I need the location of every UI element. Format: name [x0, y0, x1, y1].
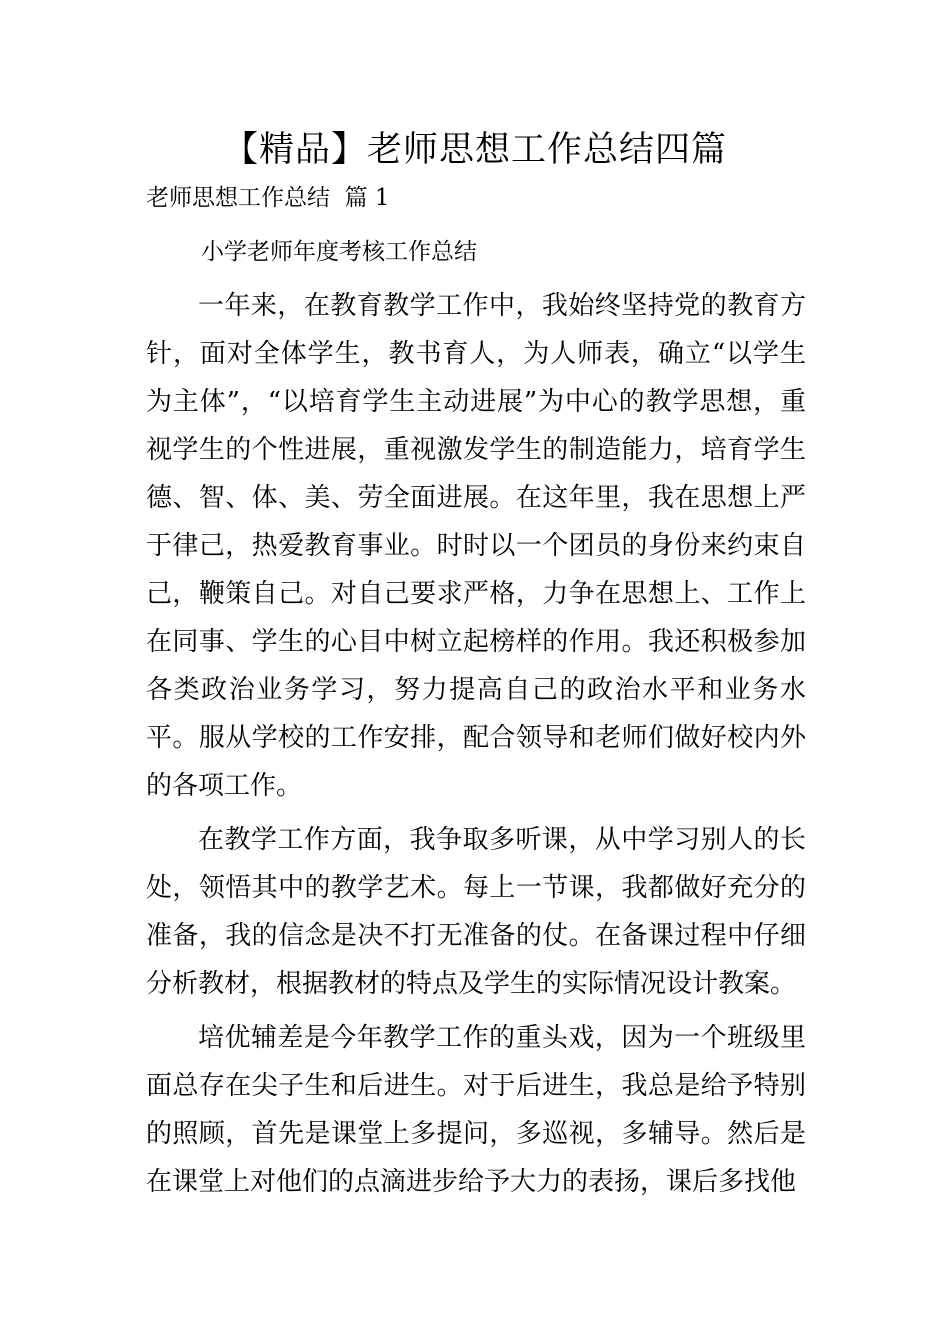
paragraph-3: 培优辅差是今年教学工作的重头戏，因为一个班级里面总存在尖子生和后进生。对于后进生，我总是给予特别的照顾，首先是课堂上多提问，多巡视，多辅导。然后是在课堂上对他们的点滴进步给予大力的表扬，课后多找他	[146, 1023, 806, 1197]
document-body	[146, 228, 806, 1206]
paragraph-1: 一年来，在教育教学工作中，我始终坚持党的教育方针，面对全体学生，教书育人，为人师表，确立“以学生为主体”，“以培育学生主动进展”为中心的教学思想，重视学生的个性进展，重视激发学生的制造能力，培育学生德、智、体、美、劳全面进展。在这年里，我在思想上严于律己，热爱教育事业。时时以一个团员的身份来约束自己，鞭策自己。对自己要求严格，力争在思想上、工作上在同事、学生的心目中树立起榜样的作用。我还积极参加各类政治业务学习，努力提高自己的政治水平和业务水平。服从学校的工作安排，配合领导和老师们做好校内外的各项工作。	[146, 291, 806, 801]
subheading: 小学老师年度考核工作总结	[201, 239, 477, 265]
section-label: 老师思想工作总结 篇 1	[146, 185, 390, 211]
document-title: 【精品】老师思想工作总结四篇	[222, 130, 727, 170]
paragraph-2: 在教学工作方面，我争取多听课，从中学习别人的长处，领悟其中的教学艺术。每上一节课，我都做好充分的准备，我的信念是决不打无准备的仗。在备课过程中仔细分析教材，根据教材的特点及学生的实际情况设计教案。	[146, 825, 806, 999]
